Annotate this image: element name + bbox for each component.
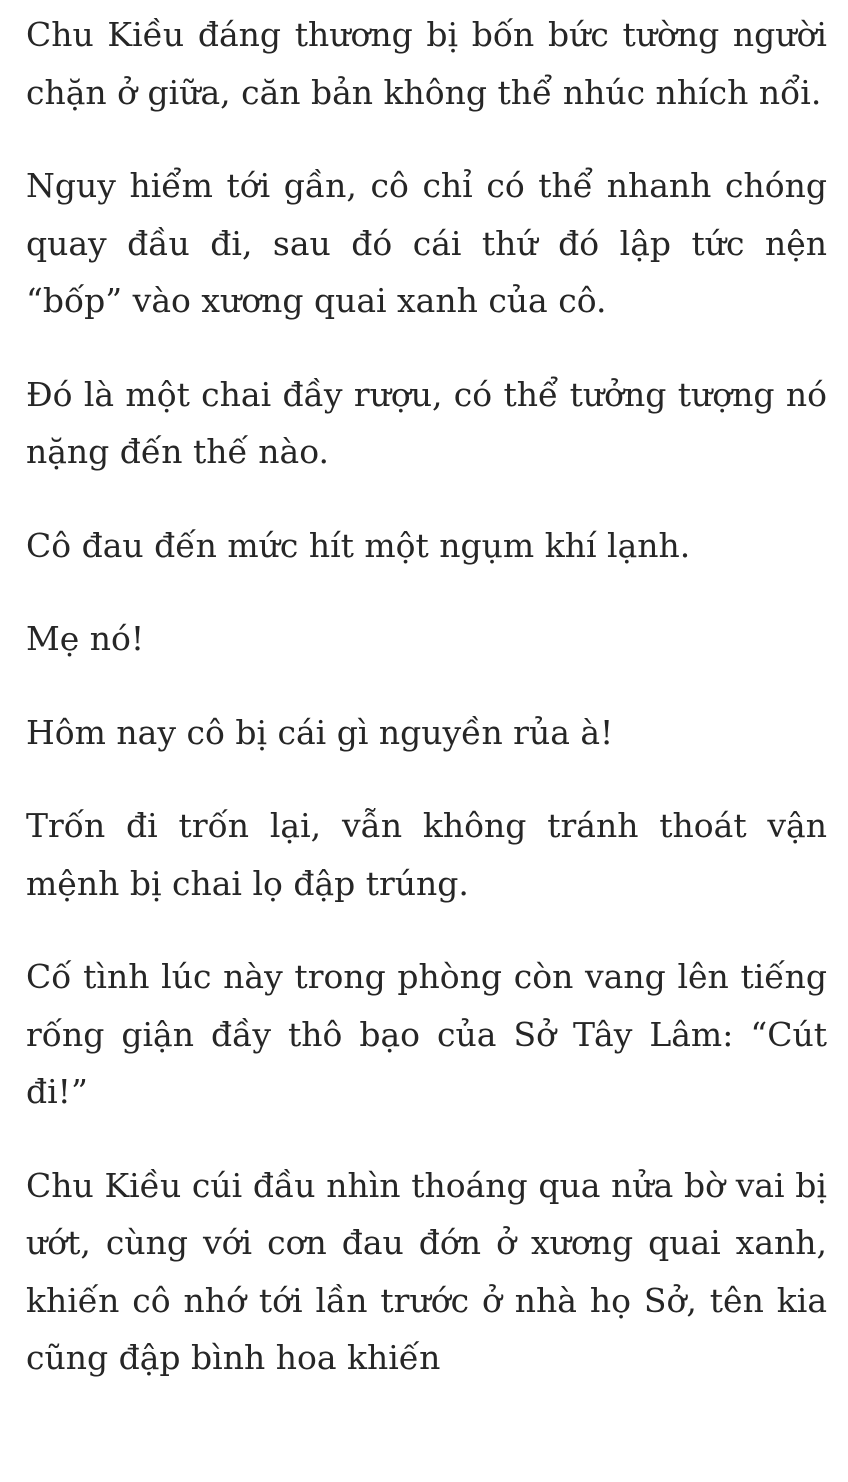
paragraph: Hôm nay cô bị cái gì nguyền rủa à! xyxy=(26,712,614,752)
paragraph: Nguy hiểm tới gần, cô chỉ có thể nhanh chóng quay đầu đi, sau đó cái thứ đó lập tức nện “bốp” vào xương quai xanh của cô. xyxy=(26,166,827,320)
paragraph: Chu Kiều đáng thương bị bốn bức tường người chặn ở giữa, căn bản không thể nhúc nhích nổi. xyxy=(26,15,827,112)
paragraph: Cố tình lúc này trong phòng còn vang lên tiếng rống giận đầy thô bạo của Sở Tây Lâm: “Cút đi!” xyxy=(26,957,827,1111)
paragraph: Mẹ nó! xyxy=(26,619,145,658)
paragraph: Đó là một chai đầy rượu, có thể tưởng tượng nó nặng đến thế nào. xyxy=(26,374,827,471)
paragraph: Trốn đi trốn lại, vẫn không tránh thoát vận mệnh bị chai lọ đập trúng. xyxy=(26,806,827,903)
chapter-text xyxy=(26,6,827,1387)
paragraph: Cô đau đến mức hít một ngụm khí lạnh. xyxy=(26,525,691,565)
paragraph: Chu Kiều cúi đầu nhìn thoáng qua nửa bờ vai bị ướt, cùng với cơn đau đớn ở xương quai xanh, khiến cô nhớ tới lần trước ở nhà họ Sở, tên kia cũng đập bình hoa khiến xyxy=(26,1165,827,1377)
